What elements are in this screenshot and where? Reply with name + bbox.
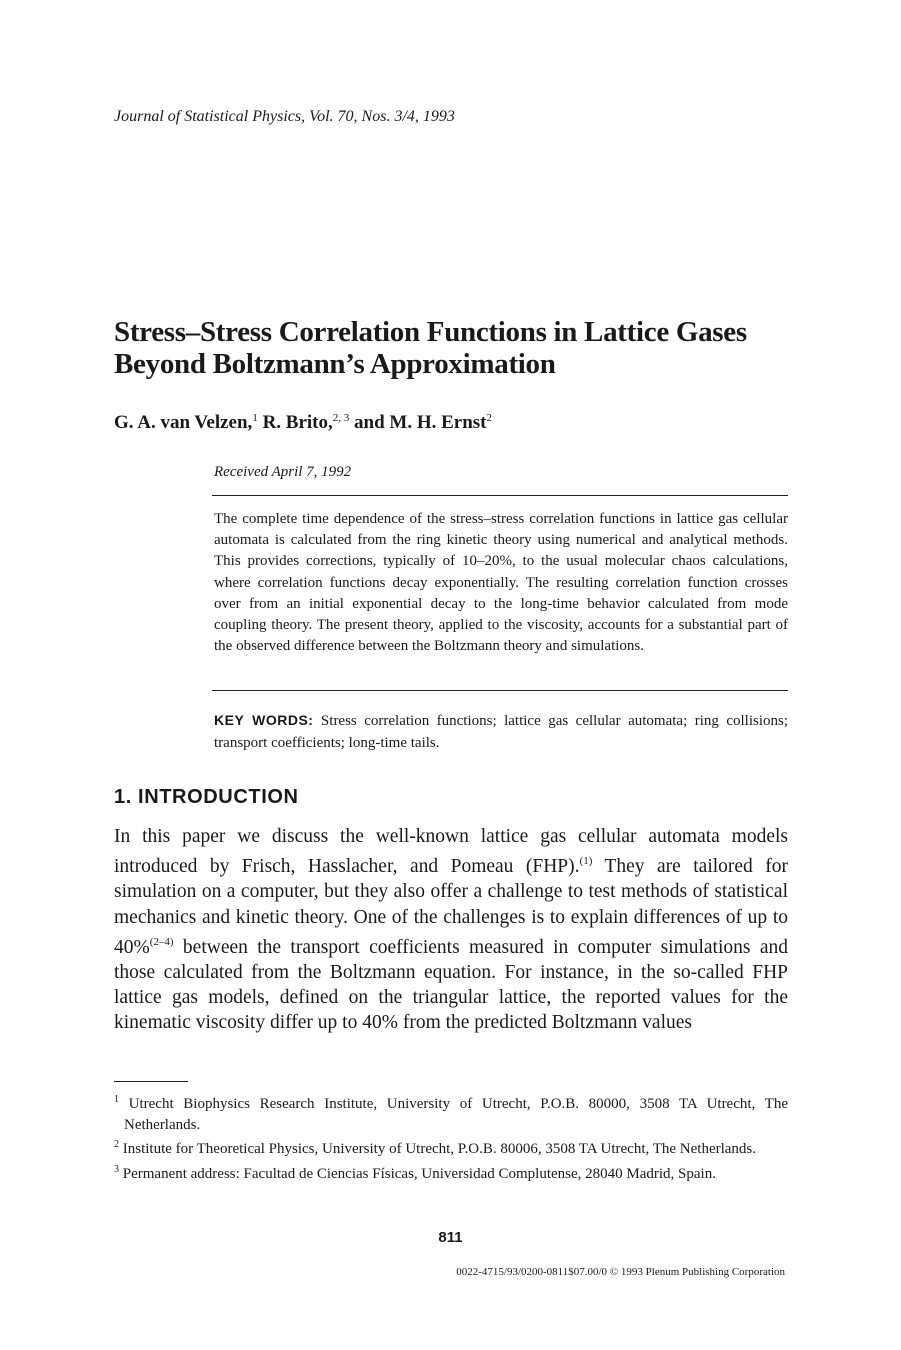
journal-citation: Journal of Statistical Physics, Vol. 70, Nos. 3/4, 1993 xyxy=(114,108,455,125)
author-list xyxy=(114,412,492,434)
citation-ref-2-4: (2–4) xyxy=(149,935,174,948)
keywords-text: Stress correlation functions; lattice gas cellular automata; ring collisions; transport coefficients; long-time tails. xyxy=(214,713,788,751)
footnote-text: Utrecht Biophysics Research Institute, University of Utrecht, P.O.B. 80000, 3508 TA Utrecht, The Netherlands. xyxy=(119,1096,788,1133)
citation-ref-1: (1) xyxy=(579,855,593,868)
body-text-part-2: They are tailored for simulation on a computer, but they also offer a challenge to test methods of statistical mechanics and kinetic theory. One of the challenges is to explain differences of up to 40% xyxy=(114,856,789,958)
abstract-top-rule xyxy=(212,495,788,496)
footnote-mark: 2 xyxy=(114,1139,119,1150)
introduction-paragraph xyxy=(114,824,788,1036)
footnote-mark: 1 xyxy=(114,1094,119,1105)
author-3-affiliation: 2 xyxy=(486,412,492,424)
footnote-2 xyxy=(114,1135,788,1160)
author-2-affiliation: 2, 3 xyxy=(332,412,350,424)
paper-title xyxy=(114,316,814,380)
footnote-1 xyxy=(114,1090,788,1135)
footnote-text: Permanent address: Facultad de Ciencias Físicas, Universidad Complutense, 28040 Madrid, Spain. xyxy=(119,1165,716,1182)
paper-title-line-2: Beyond Boltzmann’s Approximation xyxy=(114,348,556,380)
section-heading: 1. INTRODUCTION xyxy=(114,786,299,808)
copyright-line: 0022-4715/93/0200-0811$07.00/0 © 1993 Plenum Publishing Corporation xyxy=(456,1266,785,1278)
author-1-affiliation: 1 xyxy=(252,412,258,424)
page-number: 811 xyxy=(438,1229,463,1246)
author-1: G. A. van Velzen, xyxy=(114,412,253,433)
received-date: Received April 7, 1992 xyxy=(214,464,352,480)
keywords-label: KEY WORDS: xyxy=(214,712,314,728)
body-text-part-1: In this paper we discuss the well-known lattice gas cellular automata models introduced by Frisch, Hasslacher, and Pomeau (FHP). xyxy=(114,826,788,878)
author-3: and M. H. Ernst xyxy=(349,412,487,433)
keywords xyxy=(214,709,788,754)
abstract: The complete time dependence of the stress–stress correlation functions in lattice gas cellular automata is calculated from the ring kinetic theory using numerical and analytical methods. This provides corrections, typically of 10–20%, to the usual molecular chaos calculations, where correlation functions decay exponentially. The resulting correlation function crosses over from an initial exponential decay to the long-time behavior calculated from mode coupling theory. The present theory, applied to the viscosity, accounts for a substantial part of the observed difference between the Boltzmann theory and simulations. xyxy=(214,511,788,655)
footnote-text: Institute for Theoretical Physics, University of Utrecht, P.O.B. 80006, 3508 TA Utrecht, The Netherlands. xyxy=(119,1141,757,1157)
abstract-bottom-rule xyxy=(212,690,788,691)
footnote-3 xyxy=(114,1160,788,1185)
footnotes xyxy=(114,1090,788,1184)
footnote-mark: 3 xyxy=(114,1163,119,1175)
author-2: R. Brito, xyxy=(257,412,333,433)
paper-title-line-1: Stress–Stress Correlation Functions in Lattice Gases xyxy=(114,316,747,348)
footnote-rule xyxy=(114,1081,188,1082)
body-text-part-3: between the transport coefficients measured in computer simulations and those calculated from the Boltzmann equation. For instance, in the so-called FHP lattice gas models, defined on the triangular lattice, the reported values for the kinematic viscosity differ up to 40% from the predicted Boltzmann values xyxy=(114,936,788,1034)
